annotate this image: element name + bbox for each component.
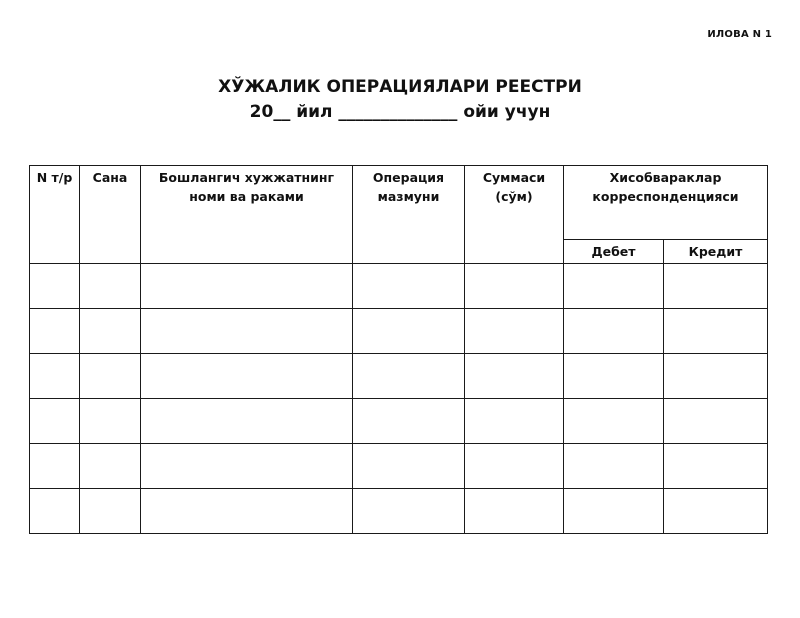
table-cell[interactable]	[564, 309, 664, 354]
table-cell[interactable]	[564, 264, 664, 309]
table-cell[interactable]	[465, 489, 564, 534]
table-cell[interactable]	[353, 264, 465, 309]
table-cell[interactable]	[353, 309, 465, 354]
table-cell[interactable]	[353, 399, 465, 444]
table-cell[interactable]	[80, 489, 141, 534]
table-cell[interactable]	[80, 354, 141, 399]
header-debit: Дебет	[564, 240, 664, 264]
table-cell[interactable]	[664, 489, 768, 534]
table-cell[interactable]	[353, 444, 465, 489]
table-cell[interactable]	[465, 399, 564, 444]
table-cell[interactable]	[465, 354, 564, 399]
table-cell[interactable]	[141, 264, 353, 309]
table-cell[interactable]	[30, 489, 80, 534]
document-subtitle: 20__ йил ______________ ойи учун	[249, 102, 551, 122]
table-row	[30, 309, 768, 354]
table-cell[interactable]	[465, 309, 564, 354]
header-operation: Операция мазмуни	[353, 166, 465, 264]
table-cell[interactable]	[353, 489, 465, 534]
table-cell[interactable]	[353, 354, 465, 399]
header-date: Сана	[80, 166, 141, 264]
header-amount: Суммаси (сўм)	[465, 166, 564, 264]
table-cell[interactable]	[564, 444, 664, 489]
table-cell[interactable]	[564, 399, 664, 444]
table-cell[interactable]	[80, 399, 141, 444]
header-correspondence: Хисобвараклар корреспонденцияси	[564, 166, 768, 240]
table-row	[30, 399, 768, 444]
table-cell[interactable]	[465, 264, 564, 309]
table-cell[interactable]	[465, 444, 564, 489]
table-cell[interactable]	[664, 399, 768, 444]
table-cell[interactable]	[664, 309, 768, 354]
table-cell[interactable]	[30, 399, 80, 444]
table-cell[interactable]	[141, 354, 353, 399]
table-cell[interactable]	[141, 444, 353, 489]
table-cell[interactable]	[80, 444, 141, 489]
table-row	[30, 444, 768, 489]
header-source-document: Бошлангич хужжатнинг номи ва раками	[141, 166, 353, 264]
document-title: ХЎЖАЛИК ОПЕРАЦИЯЛАРИ РЕЕСТРИ	[218, 77, 582, 97]
table-cell[interactable]	[141, 309, 353, 354]
table-cell[interactable]	[664, 444, 768, 489]
table-cell[interactable]	[564, 489, 664, 534]
operations-registry-table	[29, 165, 768, 534]
table-cell[interactable]	[564, 354, 664, 399]
appendix-label: ИЛОВА N 1	[707, 29, 772, 40]
table-cell[interactable]	[30, 354, 80, 399]
table-row	[30, 489, 768, 534]
table-cell[interactable]	[141, 399, 353, 444]
table-cell[interactable]	[30, 264, 80, 309]
table-row	[30, 354, 768, 399]
table-cell[interactable]	[664, 264, 768, 309]
table-row	[30, 264, 768, 309]
header-number: N т/р	[30, 166, 80, 264]
table-cell[interactable]	[80, 264, 141, 309]
table-cell[interactable]	[80, 309, 141, 354]
table-cell[interactable]	[664, 354, 768, 399]
table-cell[interactable]	[30, 309, 80, 354]
header-credit: Кредит	[664, 240, 768, 264]
table-cell[interactable]	[141, 489, 353, 534]
table-cell[interactable]	[30, 444, 80, 489]
